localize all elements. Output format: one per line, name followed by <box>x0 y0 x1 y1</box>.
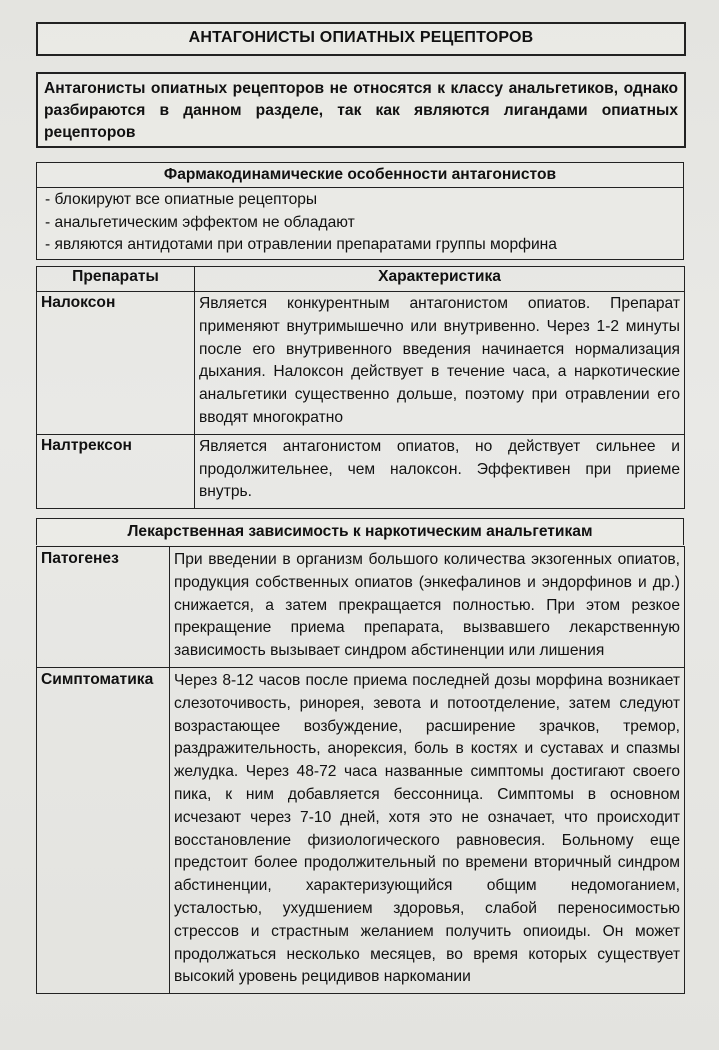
table-row <box>37 434 685 508</box>
section-description: Через 8-12 часов после приема последней дозы морфина возникает слезоточивость, ринорея, зевота и потоотделение, затем следуют возрастающее возбуждение, расширение зрачков, тремор, раздражительность, анорексия, боль в костях и суставах и спазмы желудка. Через 48-72 часа названные симптомы достигают своего пика, к ним добавляется бессонница. Симптомы в основном исчезают через 7-10 дней, хотя это не означает, что происходит восстановление физиологического равновесия. Больному еще предстоит более продолжительный по времени вторичный синдром абстиненции, характеризующийся общим недомоганием, усталостью, ухудшением здоровья, слабой переносимостью стрессов и страстным желанием получить опиоиды. Он может продолжаться несколько месяцев, во время которых существует высокий уровень рецидивов наркомании <box>170 667 685 993</box>
section-description: При введении в организм большого количества экзогенных опиатов, продукция собственных опиатов (энкефалинов и эндорфинов и др.) снижается, а затем прекращается полностью. При этом резкое прекращение приема препарата, вызвавшего лекарственную зависимость вызывает синдром абстиненции или лишения <box>170 547 685 668</box>
column-header-drugs: Препараты <box>37 267 195 292</box>
drug-name: Налоксон <box>37 292 195 435</box>
page-title: АНТАГОНИСТЫ ОПИАТНЫХ РЕЦЕПТОРОВ <box>188 29 534 46</box>
drugs-table <box>36 266 685 509</box>
dependence-table <box>36 546 685 994</box>
table-row <box>37 667 685 993</box>
list-item: - блокируют все опиатные рецепторы <box>45 191 318 208</box>
drug-description: Является конкурентным антагонистом опиатов. Препарат применяют внутримышечно или внутривенно. Через 1-2 минуты после его внутривенного введения начинается нормализация дыхания. Налоксон действует в течение часа, а наркотические анальгетики существенно дольше, поэтому при отравлении его вводят многократно <box>195 292 685 435</box>
pharmacodynamics-list <box>45 189 679 257</box>
table-header-row <box>37 267 685 292</box>
section-name: Симптоматика <box>37 667 170 993</box>
intro-box <box>36 72 686 148</box>
dependence-heading: Лекарственная зависимость к наркотическим анальгетикам <box>36 518 684 545</box>
table-row <box>37 292 685 435</box>
drug-description: Является антагонистом опиатов, но действует сильнее и продолжительнее, чем налоксон. Эффективен при приеме внутрь. <box>195 434 685 508</box>
title-box <box>36 22 686 56</box>
table-row <box>37 547 685 668</box>
list-item: - являются антидотами при отравлении препаратами группы морфина <box>45 236 557 253</box>
drug-name: Налтрексон <box>37 434 195 508</box>
pharmacodynamics-heading: Фармакодинамические особенности антагонистов <box>37 163 683 188</box>
list-item: - анальгетическим эффектом не обладают <box>45 213 355 231</box>
column-header-characteristic: Характеристика <box>195 267 685 292</box>
pharmacodynamics-box <box>36 162 684 260</box>
intro-text: Антагонисты опиатных рецепторов не относятся к классу анальгетиков, однако разбираются в данном разделе, так как являются лигандами опиатных рецепторов <box>44 80 678 141</box>
section-name: Патогенез <box>37 547 170 668</box>
